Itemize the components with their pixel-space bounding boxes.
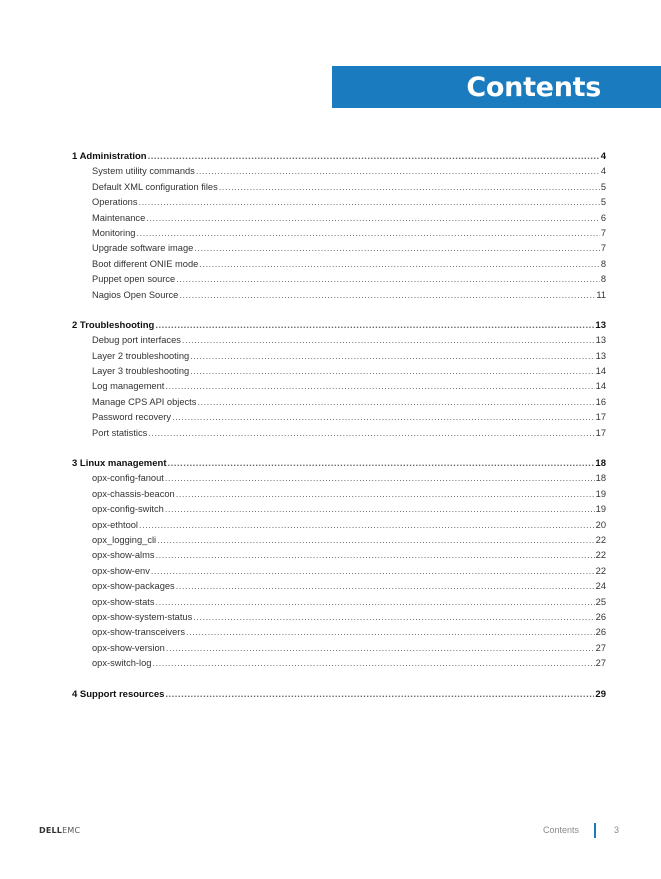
- toc-entry-title: Layer 3 troubleshooting: [92, 366, 190, 377]
- toc-chapter-entry-page: 4: [600, 151, 606, 162]
- toc-entry[interactable]: [72, 288, 606, 303]
- toc-entry[interactable]: [72, 226, 606, 241]
- toc-entry[interactable]: [72, 349, 606, 364]
- dot-leader: [168, 456, 595, 471]
- toc-entry[interactable]: [72, 379, 606, 394]
- dot-leader: [155, 318, 594, 333]
- toc-entry-page: 19: [595, 504, 606, 515]
- dell-emc-logo: [39, 826, 80, 835]
- dot-leader: [196, 164, 600, 179]
- toc-entry-title: Nagios Open Source: [92, 289, 179, 300]
- toc-entry-page: 22: [595, 565, 606, 576]
- toc-chapter-entry-title: 3 Linux management: [72, 458, 167, 470]
- toc-entry-page: 17: [595, 412, 606, 423]
- toc-entry[interactable]: [72, 579, 606, 594]
- toc-chapter-entry-title: 2 Troubleshooting: [72, 319, 155, 331]
- toc-entry[interactable]: [72, 164, 606, 179]
- dot-leader: [186, 625, 595, 640]
- dot-leader: [190, 349, 594, 364]
- toc-entry-page: 16: [595, 396, 606, 407]
- dot-leader: [176, 272, 600, 287]
- toc-chapter-entry[interactable]: [72, 149, 606, 164]
- toc-entry-title: opx-show-alms: [92, 550, 155, 561]
- contents-banner: [332, 66, 661, 108]
- toc-entry-page: 14: [595, 366, 606, 377]
- dot-leader: [176, 487, 595, 502]
- toc-chapter: [72, 318, 606, 441]
- toc-entry-page: 7: [600, 227, 606, 238]
- dot-leader: [136, 226, 599, 241]
- toc-chapter-entry-page: 13: [595, 319, 606, 331]
- toc-chapter: [72, 149, 606, 303]
- toc-entry-title: Upgrade software image: [92, 243, 194, 254]
- toc-entry-page: 8: [600, 258, 606, 269]
- dot-leader: [157, 533, 595, 548]
- toc-entry-title: Manage CPS API objects: [92, 396, 197, 407]
- toc-entry[interactable]: [72, 364, 606, 379]
- toc-entry-title: Maintenance: [92, 212, 146, 223]
- toc-entry[interactable]: [72, 518, 606, 533]
- toc-entry-title: Password recovery: [92, 412, 172, 423]
- dot-leader: [165, 687, 594, 702]
- dot-leader: [148, 426, 594, 441]
- logo-dell: DELL: [39, 826, 63, 835]
- page-number: 3: [614, 825, 620, 835]
- toc-entry[interactable]: [72, 625, 606, 640]
- dot-leader: [152, 656, 594, 671]
- dot-leader: [151, 564, 595, 579]
- toc-entry-page: 17: [595, 427, 606, 438]
- toc-entry-page: 6: [600, 212, 606, 223]
- toc-entry[interactable]: [72, 211, 606, 226]
- dot-leader: [165, 471, 595, 486]
- dot-leader: [194, 241, 600, 256]
- toc-chapter-entry[interactable]: [72, 456, 606, 471]
- toc-entry-title: Default XML configuration files: [92, 181, 218, 192]
- toc-entry-title: opx-ethtool: [92, 519, 138, 530]
- toc-entry[interactable]: [72, 180, 606, 195]
- toc-entry-title: opx-show-stats: [92, 596, 155, 607]
- toc-entry-title: opx-show-version: [92, 642, 165, 653]
- toc-entry-title: opx-chassis-beacon: [92, 488, 175, 499]
- dot-leader: [166, 641, 595, 656]
- toc-entry-title: opx-show-transceivers: [92, 627, 186, 638]
- toc-entry[interactable]: [72, 595, 606, 610]
- dot-leader: [148, 149, 600, 164]
- toc-entry-page: 11: [596, 289, 606, 300]
- page-title: Contents: [466, 72, 601, 103]
- toc-entry-page: 22: [595, 550, 606, 561]
- toc-entry-page: 27: [595, 658, 606, 669]
- dot-leader: [179, 288, 595, 303]
- toc-entry-title: Boot different ONIE mode: [92, 258, 199, 269]
- toc-entry-page: 14: [595, 381, 606, 392]
- toc-entry-page: 25: [595, 596, 606, 607]
- toc-entry[interactable]: [72, 610, 606, 625]
- toc-entry[interactable]: [72, 395, 606, 410]
- toc-entry[interactable]: [72, 533, 606, 548]
- logo-emc: EMC: [62, 826, 81, 835]
- toc-chapter-entry-page: 29: [595, 688, 606, 700]
- dot-leader: [176, 579, 595, 594]
- toc-entry-title: Operations: [92, 197, 138, 208]
- table-of-contents: [72, 149, 606, 717]
- toc-entry-title: Debug port interfaces: [92, 335, 181, 346]
- toc-entry[interactable]: [72, 426, 606, 441]
- toc-entry-title: Log management: [92, 381, 165, 392]
- toc-entry-page: 24: [595, 581, 606, 592]
- dot-leader: [156, 548, 595, 563]
- dot-leader: [182, 333, 595, 348]
- toc-entry-title: opx-config-switch: [92, 504, 164, 515]
- footer-section-label: Contents: [543, 825, 580, 835]
- toc-entry-page: 5: [600, 197, 606, 208]
- toc-entry[interactable]: [72, 487, 606, 502]
- dot-leader: [165, 379, 594, 394]
- dot-leader: [172, 410, 595, 425]
- toc-chapter-entry-page: 18: [595, 458, 606, 470]
- dot-leader: [156, 595, 595, 610]
- toc-entry-page: 7: [600, 243, 606, 254]
- dot-leader: [146, 211, 600, 226]
- dot-leader: [193, 610, 594, 625]
- toc-entry-title: opx-show-packages: [92, 581, 175, 592]
- toc-entry-title: System utility commands: [92, 166, 195, 177]
- toc-chapter-entry[interactable]: [72, 687, 606, 702]
- toc-entry-title: opx_logging_cli: [92, 534, 157, 545]
- toc-entry-page: 8: [600, 274, 606, 285]
- toc-entry-title: Layer 2 troubleshooting: [92, 350, 190, 361]
- toc-entry-page: 13: [595, 350, 606, 361]
- toc-entry[interactable]: [72, 656, 606, 671]
- toc-entry-title: opx-show-system-status: [92, 611, 193, 622]
- toc-entry-page: 4: [600, 166, 606, 177]
- toc-entry[interactable]: [72, 548, 606, 563]
- dot-leader: [197, 395, 594, 410]
- toc-entry[interactable]: [72, 272, 606, 287]
- toc-chapter-entry-title: 4 Support resources: [72, 688, 165, 700]
- toc-entry-title: opx-show-env: [92, 565, 150, 576]
- toc-chapter-entry-title: 1 Administration: [72, 151, 147, 162]
- toc-entry-page: 26: [595, 627, 606, 638]
- toc-entry-title: Port statistics: [92, 427, 148, 438]
- toc-entry-page: 18: [595, 473, 606, 484]
- toc-entry[interactable]: [72, 195, 606, 210]
- toc-entry[interactable]: [72, 641, 606, 656]
- toc-entry[interactable]: [72, 241, 606, 256]
- toc-entry[interactable]: [72, 564, 606, 579]
- dot-leader: [219, 180, 600, 195]
- toc-entry-page: 19: [595, 488, 606, 499]
- toc-chapter-entry[interactable]: [72, 318, 606, 333]
- toc-entry-title: Monitoring: [92, 227, 136, 238]
- toc-entry-page: 5: [600, 181, 606, 192]
- toc-entry-title: opx-config-fanout: [92, 473, 164, 484]
- toc-entry[interactable]: [72, 333, 606, 348]
- toc-entry-page: 22: [595, 534, 606, 545]
- toc-entry[interactable]: [72, 410, 606, 425]
- toc-entry-page: 26: [595, 611, 606, 622]
- dot-leader: [190, 364, 594, 379]
- toc-chapter: [72, 456, 606, 671]
- dot-leader: [165, 502, 595, 517]
- dot-leader: [139, 518, 595, 533]
- dot-leader: [199, 257, 600, 272]
- dot-leader: [138, 195, 599, 210]
- toc-entry-page: 27: [595, 642, 606, 653]
- toc-entry-title: Puppet open source: [92, 274, 176, 285]
- toc-entry-page: 13: [595, 335, 606, 346]
- toc-entry[interactable]: [72, 257, 606, 272]
- toc-chapter: [72, 687, 606, 702]
- toc-entry-title: opx-switch-log: [92, 658, 152, 669]
- toc-entry[interactable]: [72, 502, 606, 517]
- toc-entry[interactable]: [72, 471, 606, 486]
- footer-divider: [594, 823, 596, 838]
- toc-entry-page: 20: [595, 519, 606, 530]
